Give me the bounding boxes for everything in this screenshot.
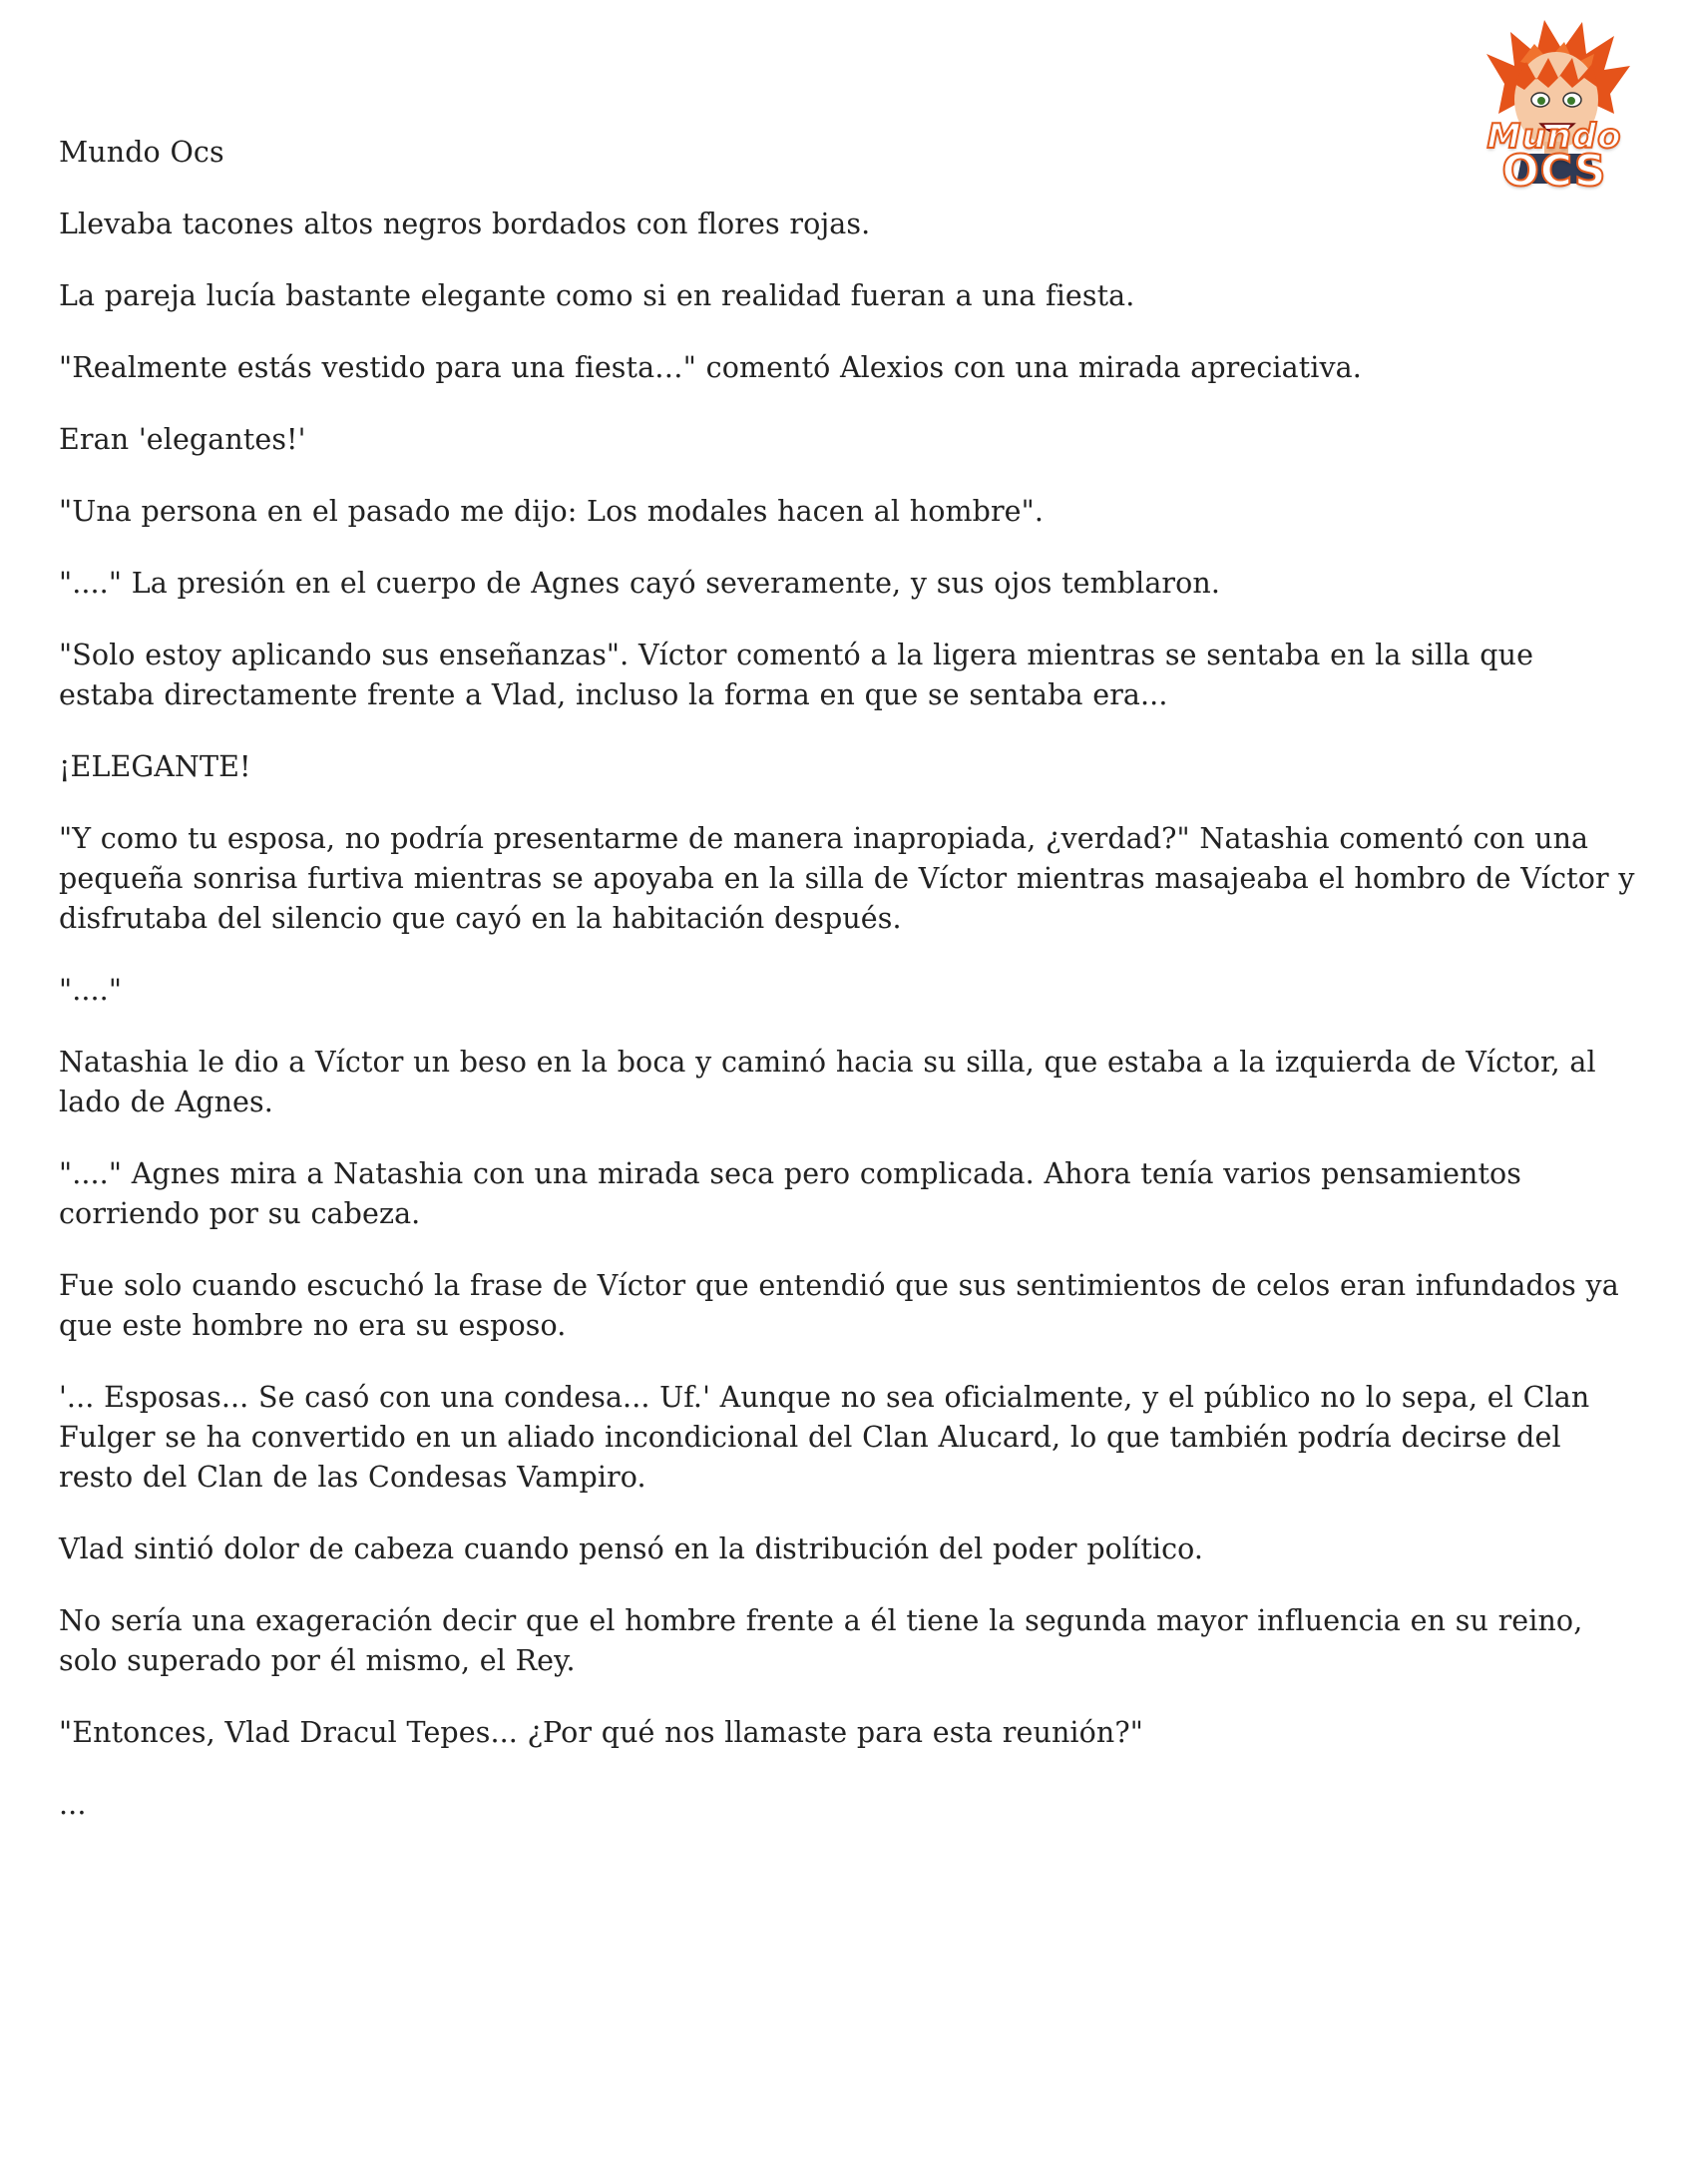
document-body bbox=[59, 133, 1635, 1857]
paragraph: Llevaba tacones altos negros bordados con flores rojas. bbox=[59, 208, 871, 240]
paragraph: Fue solo cuando escuchó la frase de Víctor que entendió que sus sentimientos de celos eran infundados ya que este hombre no era su esposo. bbox=[59, 1269, 1619, 1342]
logo-text-ocs: OCS bbox=[1501, 146, 1607, 197]
paragraph: Natashia le dio a Víctor un beso en la boca y caminó hacia su silla, que estaba a la izquierda de Víctor, al lado de Agnes. bbox=[59, 1046, 1596, 1118]
paragraph: "Solo estoy aplicando sus enseñanzas". Víctor comentó a la ligera mientras se sentaba en la silla que estaba directamente frente a Vlad, incluso la forma en que se sentaba era... bbox=[59, 639, 1534, 711]
paragraph: "...." Agnes mira a Natashia con una mirada seca pero complicada. Ahora tenía varios pensamientos corriendo por su cabeza. bbox=[59, 1157, 1522, 1230]
paragraph: Eran 'elegantes!' bbox=[59, 423, 306, 456]
paragraph: "Realmente estás vestido para una fiesta…" comentó Alexios con una mirada apreciativa. bbox=[59, 351, 1362, 384]
logo-text-mundo: Mundo bbox=[1486, 117, 1622, 157]
document-header: Mundo Ocs bbox=[59, 136, 224, 169]
paragraph: "...." bbox=[59, 974, 123, 1007]
paragraph: Vlad sintió dolor de cabeza cuando pensó en la distribución del poder político. bbox=[59, 1532, 1204, 1565]
paragraph: ... bbox=[59, 1788, 87, 1821]
paragraph: "Y como tu esposa, no podría presentarme de manera inapropiada, ¿verdad?" Natashia comentó con una pequeña sonrisa furtiva mientras se apoyaba en la silla de Víctor mientras masajeaba el hombro de Víctor y disfrutaba del silencio que cayó en la habitación después. bbox=[59, 822, 1635, 935]
paragraph: '... Esposas... Se casó con una condesa... Uf.' Aunque no sea oficialmente, y el público no lo sepa, el Clan Fulger se ha convertido en un aliado incondicional del Clan Alucard, lo que también podría decirse del resto del Clan de las Condesas Vampiro. bbox=[59, 1381, 1590, 1494]
paragraph: No sería una exageración decir que el hombre frente a él tiene la segunda mayor influencia en su reino, solo superado por él mismo, el Rey. bbox=[59, 1604, 1583, 1677]
paragraph: "Entonces, Vlad Dracul Tepes... ¿Por qué nos llamaste para esta reunión?" bbox=[59, 1716, 1143, 1749]
paragraph: La pareja lucía bastante elegante como si en realidad fueran a una fiesta. bbox=[59, 279, 1135, 312]
paragraph: "Una persona en el pasado me dijo: Los modales hacen al hombre". bbox=[59, 495, 1045, 528]
paragraph: "...." La presión en el cuerpo de Agnes cayó severamente, y sus ojos temblaron. bbox=[59, 567, 1221, 600]
paragraph: ¡ELEGANTE! bbox=[59, 750, 251, 783]
